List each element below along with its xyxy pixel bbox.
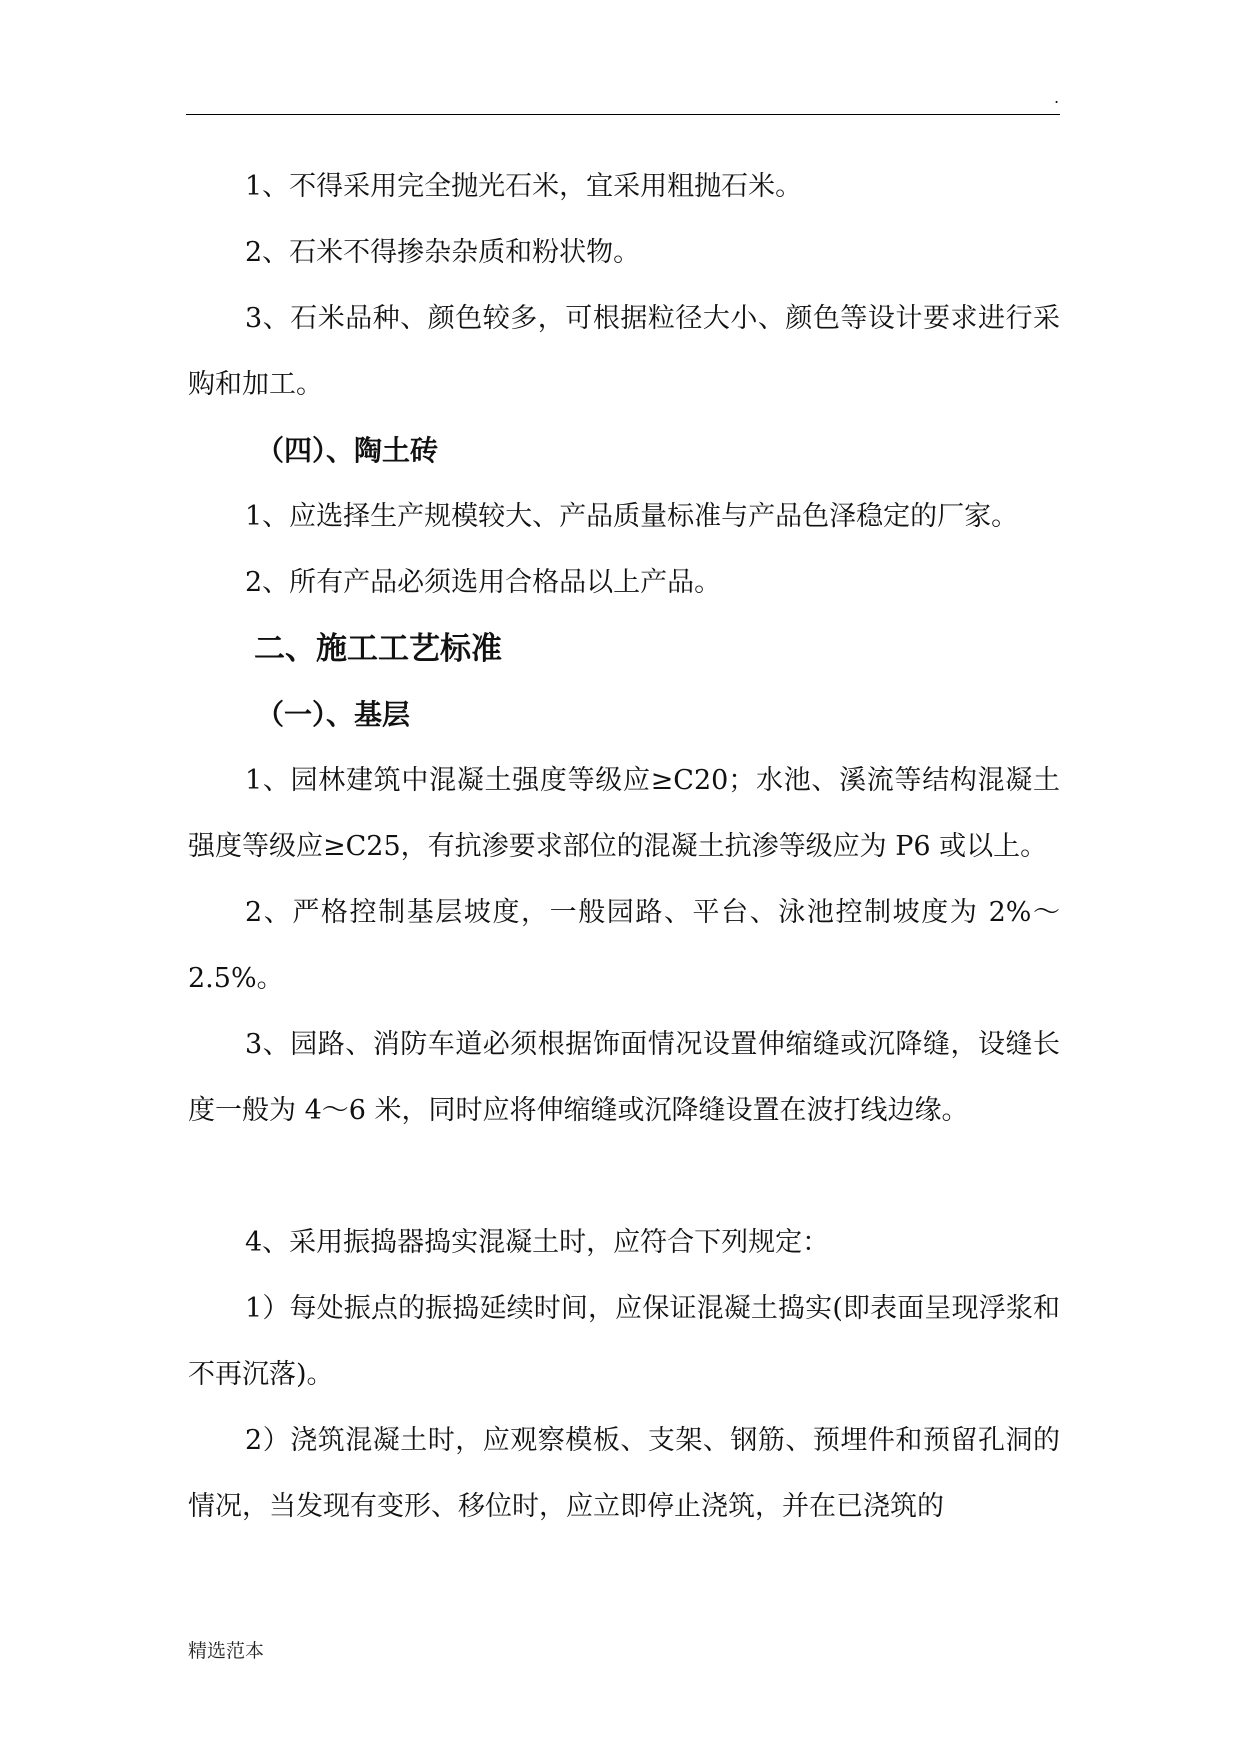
paragraph-4: 1、应选择生产规模较大、产品质量标准与产品色泽稳定的厂家。 <box>245 501 1019 532</box>
paragraph-8: 3、园路、消防车道必须根据饰面情况设置伸缩缝或沉降缝，设缝长度一般为 4～6 米，同时应将伸缩缝或沉降缝设置在波打线边缘。 <box>188 1029 1060 1126</box>
subheading-base: （一）、基层 <box>256 698 411 731</box>
section-heading: 二、施工工艺标准 <box>254 631 502 667</box>
paragraph-2: 2、石米不得掺杂杂质和粉状物。 <box>245 237 641 268</box>
subheading-tile: （四）、陶土砖 <box>256 434 439 467</box>
header-rule <box>186 114 1060 115</box>
paragraph-11: 2）浇筑混凝土时，应观察模板、支架、钢筋、预埋件和预留孔洞的情况，当发现有变形、移位时，应立即停止浇筑，并在已浇筑的 <box>188 1425 1060 1522</box>
paragraph-9: 4、采用振捣器捣实混凝土时，应符合下列规定： <box>245 1227 830 1258</box>
paragraph-3: 3、石米品种、颜色较多，可根据粒径大小、颜色等设计要求进行采购和加工。 <box>188 303 1060 400</box>
paragraph-7: 2、严格控制基层坡度，一般园路、平台、泳池控制坡度为 2%～2.5%。 <box>188 897 1060 994</box>
document-body <box>188 154 1060 1540</box>
header-mark: . <box>1054 88 1060 107</box>
paragraph-10: 1）每处振点的振捣延续时间，应保证混凝土捣实(即表面呈现浮浆和不再沉落)。 <box>188 1293 1060 1390</box>
paragraph-6: 1、园林建筑中混凝土强度等级应≥C20；水池、溪流等结构混凝土强度等级应≥C25，有抗渗要求部位的混凝土抗渗等级应为 P6 或以上。 <box>188 765 1060 862</box>
paragraph-1: 1、不得采用完全抛光石米，宜采用粗抛石米。 <box>245 171 803 202</box>
paragraph-5: 2、所有产品必须选用合格品以上产品。 <box>245 567 722 598</box>
spacer <box>188 1144 1060 1210</box>
footer-label: 精选范本 <box>188 1640 265 1662</box>
